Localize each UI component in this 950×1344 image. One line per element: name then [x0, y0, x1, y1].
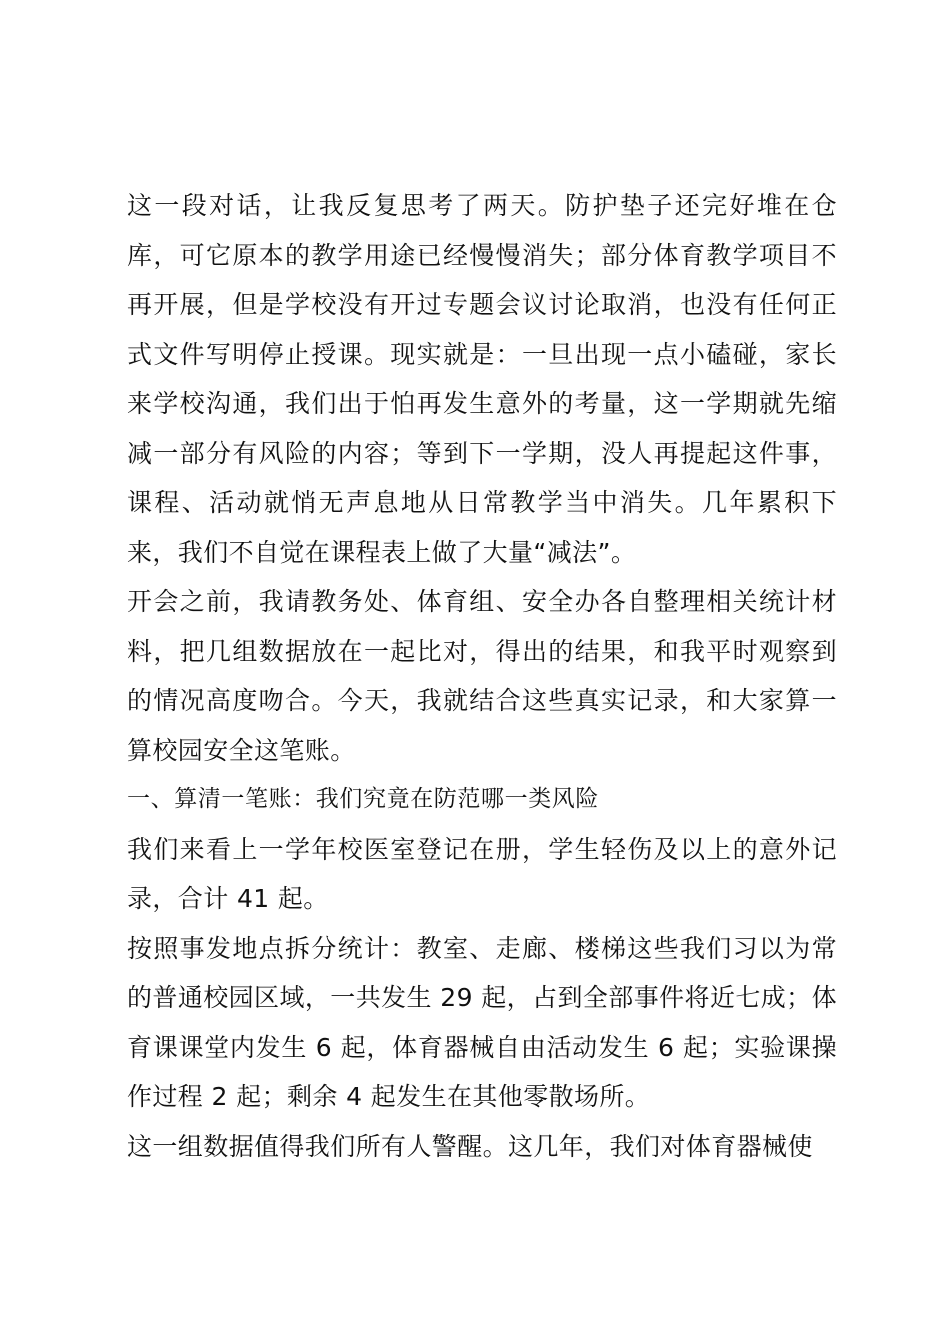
- paragraph-accident-total: 我们来看上一学年校医室登记在册，学生轻伤及以上的意外记录，合计 41 起。: [127, 834, 837, 913]
- paragraph-warning: 这一组数据值得我们所有人警醒。这几年，我们对体育器械使: [127, 1131, 813, 1161]
- document-body: [127, 181, 837, 1171]
- paragraph-location-breakdown: 按照事发地点拆分统计：教室、走廊、楼梯这些我们习以为常的普通校园区域，一共发生 29 起，占到全部事件将近七成；体育课课堂内发生 6 起，体育器械自由活动发生 6 起；实验课操作过程 2 起；剩余 4 起发生在其他零散场所。: [127, 933, 837, 1111]
- paragraph-dialogue-reflection: 这一段对话，让我反复思考了两天。防护垫子还完好堆在仓库，可它原本的教学用途已经慢慢消失；部分体育教学项目不再开展，但是学校没有开过专题会议讨论取消，也没有任何正式文件写明停止授课。现实就是：一旦出现一点小磕碰，家长来学校沟通，我们出于怕再发生意外的考量，这一学期就先缩减一部分有风险的内容；等到下一学期，没人再提起这件事，课程、活动就悄无声息地从日常教学当中消失。几年累积下来，我们不自觉在课程表上做了大量“减法”。: [127, 191, 837, 567]
- section-heading-1: 一、算清一笔账：我们究竟在防范哪一类风险: [127, 786, 599, 812]
- paragraph-meeting-preparation: 开会之前，我请教务处、体育组、安全办各自整理相关统计材料，把几组数据放在一起比对，得出的结果，和我平时观察到的情况高度吻合。今天，我就结合这些真实记录，和大家算一算校园安全这笔账。: [127, 587, 837, 765]
